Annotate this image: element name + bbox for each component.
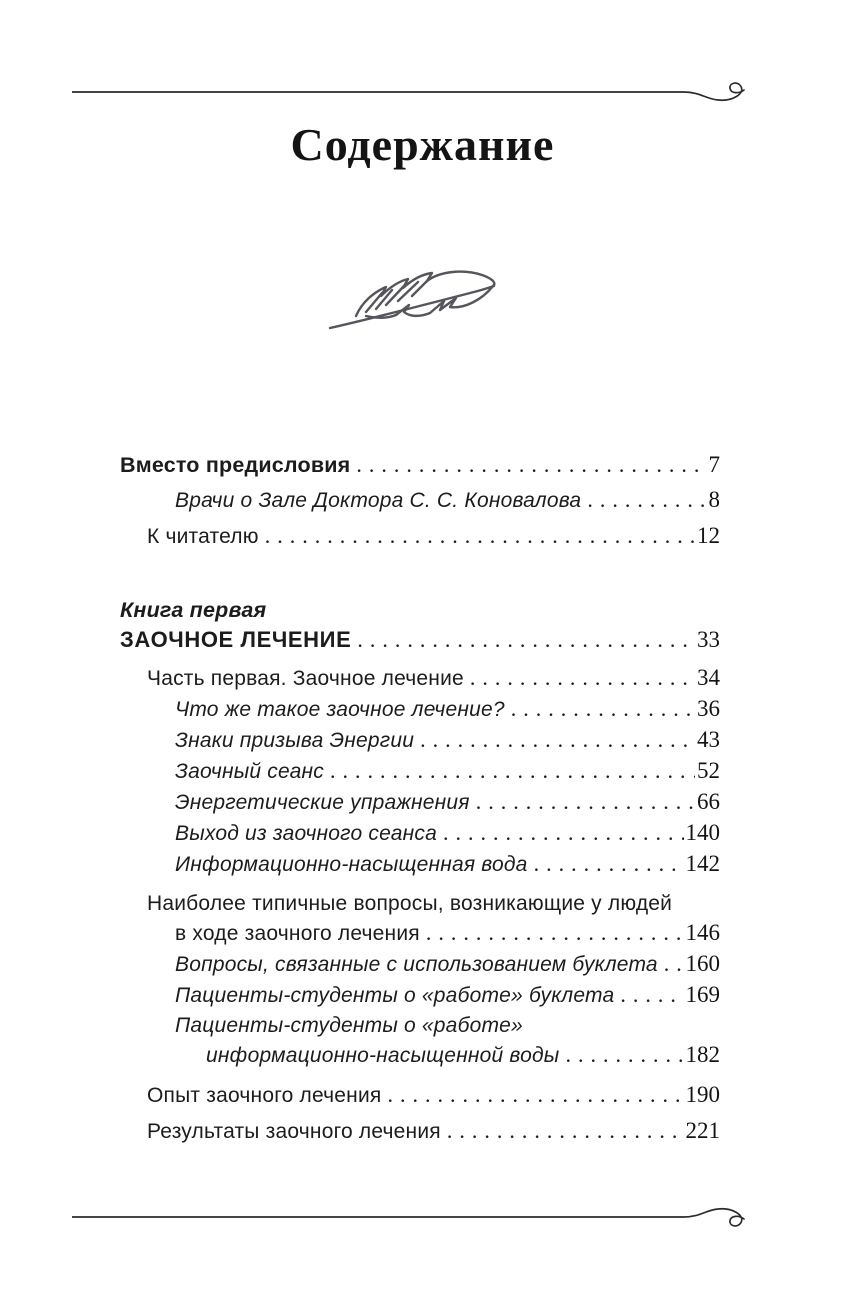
- toc-page-number: 33: [697, 627, 720, 652]
- feather-illustration: [326, 260, 516, 345]
- toc-entry-row: [120, 980, 720, 1011]
- dot-leader: [420, 918, 684, 948]
- toc-entry-row: [120, 1040, 720, 1071]
- toc-page-number: 190: [685, 1082, 720, 1107]
- toc-page-number: 146: [685, 920, 720, 945]
- toc-entry-pre-line: [120, 889, 720, 918]
- toc-page-number: 66: [697, 789, 720, 814]
- toc-entry: [120, 521, 720, 552]
- dot-leader: [528, 849, 684, 879]
- toc-entry-label: Врачи о Зале Доктора С. С. Коновалова: [175, 489, 582, 512]
- toc-entry: [120, 725, 720, 756]
- dot-leader: [381, 1080, 683, 1110]
- toc-page-number: 8: [708, 487, 720, 512]
- toc-entry: [120, 485, 720, 516]
- toc-entry-row: [120, 787, 720, 818]
- bottom-rule-flourish-icon: [72, 1201, 773, 1235]
- toc-entry-label: Опыт заочного лечения: [147, 1084, 382, 1107]
- toc-entry-row: [120, 918, 720, 949]
- toc-entry-pre-label: Пациенты-студенты о «работе»: [175, 1014, 523, 1037]
- toc-page-number: 142: [685, 851, 720, 876]
- toc-page-number: 169: [685, 982, 720, 1007]
- toc-entry: [120, 450, 720, 480]
- toc-entry: [120, 694, 720, 725]
- toc-entry-row: [120, 818, 720, 849]
- toc-entry-row: [120, 485, 720, 516]
- quill-feather-icon: [326, 260, 516, 340]
- toc-entry-label: Пациенты-студенты о «работе» буклета: [175, 984, 615, 1007]
- dot-leader: [614, 980, 683, 1010]
- toc-entry-pre-line: [120, 1011, 720, 1040]
- toc-entry-label: Вместо предисловия: [120, 453, 351, 477]
- toc-entry-row: [120, 849, 720, 880]
- toc-entry-row: [120, 1116, 720, 1147]
- toc-entry-label: Знаки призыва Энергии: [175, 729, 415, 752]
- top-rule-flourish-icon: [72, 79, 773, 113]
- toc-entry: [120, 949, 720, 980]
- toc-page-number: 43: [697, 727, 720, 752]
- toc-entry-row: [120, 949, 720, 980]
- toc-entry-row: [120, 1080, 720, 1111]
- dot-leader: [464, 663, 695, 693]
- toc-entry: [120, 787, 720, 818]
- toc-page-number: 12: [697, 523, 720, 548]
- toc-entry: [120, 1011, 720, 1071]
- toc-entry: [120, 596, 720, 655]
- toc-entry: [120, 756, 720, 787]
- dot-leader: [559, 1040, 683, 1070]
- toc-entry-label: ЗАОЧНОЕ ЛЕЧЕНИЕ: [120, 627, 352, 652]
- toc-entry-label: Выход из заочного сеанса: [175, 822, 437, 845]
- toc-entry: [120, 889, 720, 949]
- toc-page-number: 52: [697, 758, 720, 783]
- dot-leader: [351, 625, 695, 655]
- toc-entry: [120, 980, 720, 1011]
- toc-entry-row: [120, 725, 720, 756]
- toc-entry-pre-label: Книга первая: [120, 598, 267, 622]
- toc-entry-label: Информационно-насыщенная вода: [175, 853, 528, 876]
- page-title: Содержание: [290, 119, 555, 170]
- toc-entry-label: Результаты заочного лечения: [147, 1120, 441, 1143]
- dot-leader: [470, 787, 695, 817]
- dot-leader: [414, 725, 695, 755]
- dot-leader: [324, 756, 695, 786]
- table-of-contents: [120, 450, 720, 1147]
- toc-page-number: 221: [685, 1118, 720, 1143]
- toc-entry-row: [120, 663, 720, 694]
- toc-entry-label: К читателю: [147, 525, 259, 548]
- dot-leader: [437, 818, 684, 848]
- toc-entry-label: Вопросы, связанные с использованием буклета: [175, 953, 658, 976]
- toc-entry-label: информационно-насыщенной воды: [206, 1044, 560, 1067]
- dot-leader: [441, 1116, 684, 1146]
- toc-page-number: 182: [685, 1042, 720, 1067]
- toc-entry-pre-label: Наиболее типичные вопросы, возникающие у людей: [147, 892, 673, 915]
- toc-entry-row: [120, 625, 720, 655]
- toc-entry: [120, 663, 720, 694]
- toc-entry-label: Заочный сеанс: [175, 760, 324, 783]
- toc-entry: [120, 1080, 720, 1111]
- toc-page-number: 7: [708, 452, 720, 477]
- toc-entry: [120, 849, 720, 880]
- toc-page-number: 36: [697, 696, 720, 721]
- toc-entry-label: Энергетические упражнения: [175, 791, 470, 814]
- toc-entry-row: [120, 694, 720, 725]
- toc-entry: [120, 818, 720, 849]
- dot-leader: [658, 949, 684, 979]
- toc-entry-row: [120, 450, 720, 480]
- dot-leader: [581, 485, 706, 515]
- toc-page-number: 140: [685, 820, 720, 845]
- dot-leader: [505, 694, 695, 724]
- toc-entry-row: [120, 521, 720, 552]
- toc-entry-label: в ходе заочного лечения: [175, 922, 420, 945]
- dot-leader: [350, 450, 706, 480]
- toc-entry-label: Часть первая. Заочное лечение: [147, 667, 464, 690]
- toc-page-number: 34: [697, 665, 720, 690]
- dot-leader: [259, 521, 695, 551]
- toc-page-number: 160: [685, 951, 720, 976]
- toc-entry-row: [120, 756, 720, 787]
- toc-entry-pre-line: [120, 596, 720, 625]
- toc-entry-label: Что же такое заочное лечение?: [175, 698, 505, 721]
- toc-entry: [120, 1116, 720, 1147]
